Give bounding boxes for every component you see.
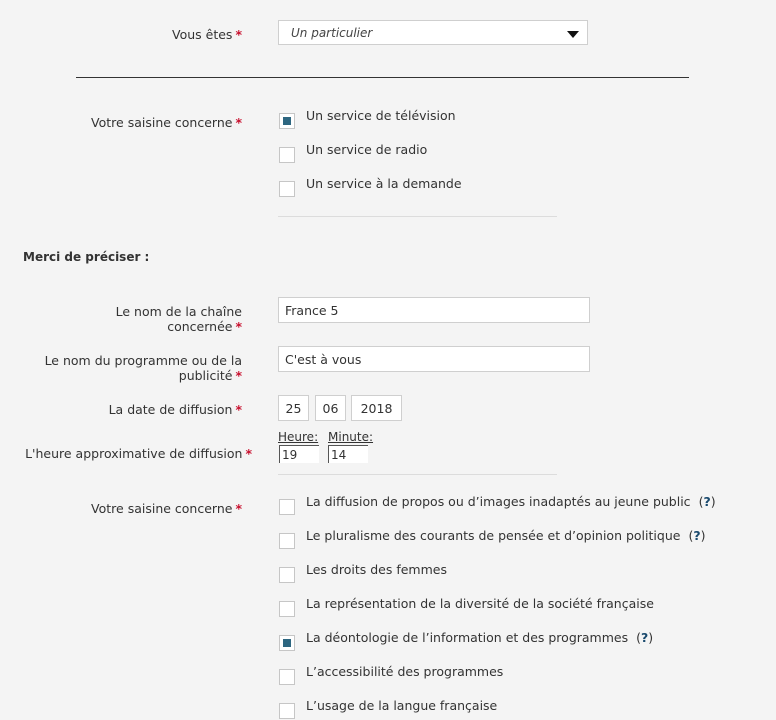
checkbox-service-radio[interactable] [279,147,295,163]
hour-input[interactable] [279,445,319,463]
option-jeune-public[interactable] [306,494,716,509]
help-link[interactable]: (?) [688,528,706,543]
help-icon[interactable]: ? [703,494,711,509]
options-divider [278,216,557,217]
checkbox-diversite[interactable] [279,601,295,617]
saisine-service-label [40,115,242,130]
required-marker: * [235,368,242,383]
section-divider [76,77,689,78]
chaine-label-line1: Le nom de la chaîne [115,304,242,319]
required-marker: * [235,501,242,516]
hour-label: Heure: [278,430,319,444]
help-link[interactable]: (?) [636,630,654,645]
chevron-down-icon [567,31,579,38]
heure-label-text: L'heure approximative de diffusion [25,446,243,461]
checkbox-jeune-public[interactable] [279,499,295,515]
option-pluralisme[interactable] [306,528,705,543]
option-pluralisme-text: Le pluralisme des courants de pensée et d’opinion politique [306,528,681,543]
programme-label [20,353,242,383]
required-marker: * [245,446,252,461]
date-label [60,402,242,417]
checkbox-droits-femmes[interactable] [279,567,295,583]
option-service-radio[interactable]: Un service de radio [306,142,428,157]
checkbox-service-television[interactable] [279,113,295,129]
chaine-input[interactable] [278,297,590,323]
option-service-television[interactable]: Un service de télévision [306,108,456,123]
checkbox-deontologie[interactable] [279,635,295,651]
programme-input[interactable] [278,346,590,372]
saisine-service-label-text: Votre saisine concerne [91,115,233,130]
option-accessibilite[interactable]: L’accessibilité des programmes [306,664,504,679]
saisine-sujet-label [40,501,242,516]
chaine-label [60,304,242,334]
required-marker: * [235,402,242,417]
checkbox-service-demande[interactable] [279,181,295,197]
option-deontologie[interactable] [306,630,653,645]
programme-label-line1: Le nom du programme ou de la [44,353,242,368]
option-jeune-public-text: La diffusion de propos ou d’images inadaptés au jeune public [306,494,691,509]
vous-etes-select[interactable] [278,20,588,45]
checkbox-langue-francaise[interactable] [279,703,295,719]
help-icon[interactable]: ? [693,528,701,543]
chaine-label-line2: concernée [167,319,233,334]
help-link[interactable]: (?) [698,494,716,509]
option-langue-francaise[interactable]: L’usage de la langue française [306,698,498,713]
required-marker: * [235,319,242,334]
date-year-input[interactable] [351,395,402,421]
checkbox-accessibilite[interactable] [279,669,295,685]
required-marker: * [235,27,242,42]
date-month-input[interactable] [315,395,346,421]
date-day-input[interactable] [278,395,309,421]
required-marker: * [235,115,242,130]
option-droits-femmes[interactable]: Les droits des femmes [306,562,447,577]
programme-label-line2: publicité [178,368,233,383]
option-diversite[interactable]: La représentation de la diversité de la société française [306,596,654,611]
date-label-text: La date de diffusion [108,402,233,417]
vous-etes-selected-value: Un particulier [291,26,373,40]
minute-label: Minute: [328,430,374,444]
option-deontologie-text: La déontologie de l’information et des programmes [306,630,629,645]
vous-etes-label [100,27,242,42]
vous-etes-label-text: Vous êtes [172,27,233,42]
heure-label [10,446,252,461]
options-divider [278,474,557,475]
preciser-heading: Merci de préciser : [23,250,150,264]
help-icon[interactable]: ? [641,630,649,645]
checkbox-pluralisme[interactable] [279,533,295,549]
option-service-demande[interactable]: Un service à la demande [306,176,462,191]
saisine-sujet-label-text: Votre saisine concerne [91,501,233,516]
minute-input[interactable] [328,445,368,463]
